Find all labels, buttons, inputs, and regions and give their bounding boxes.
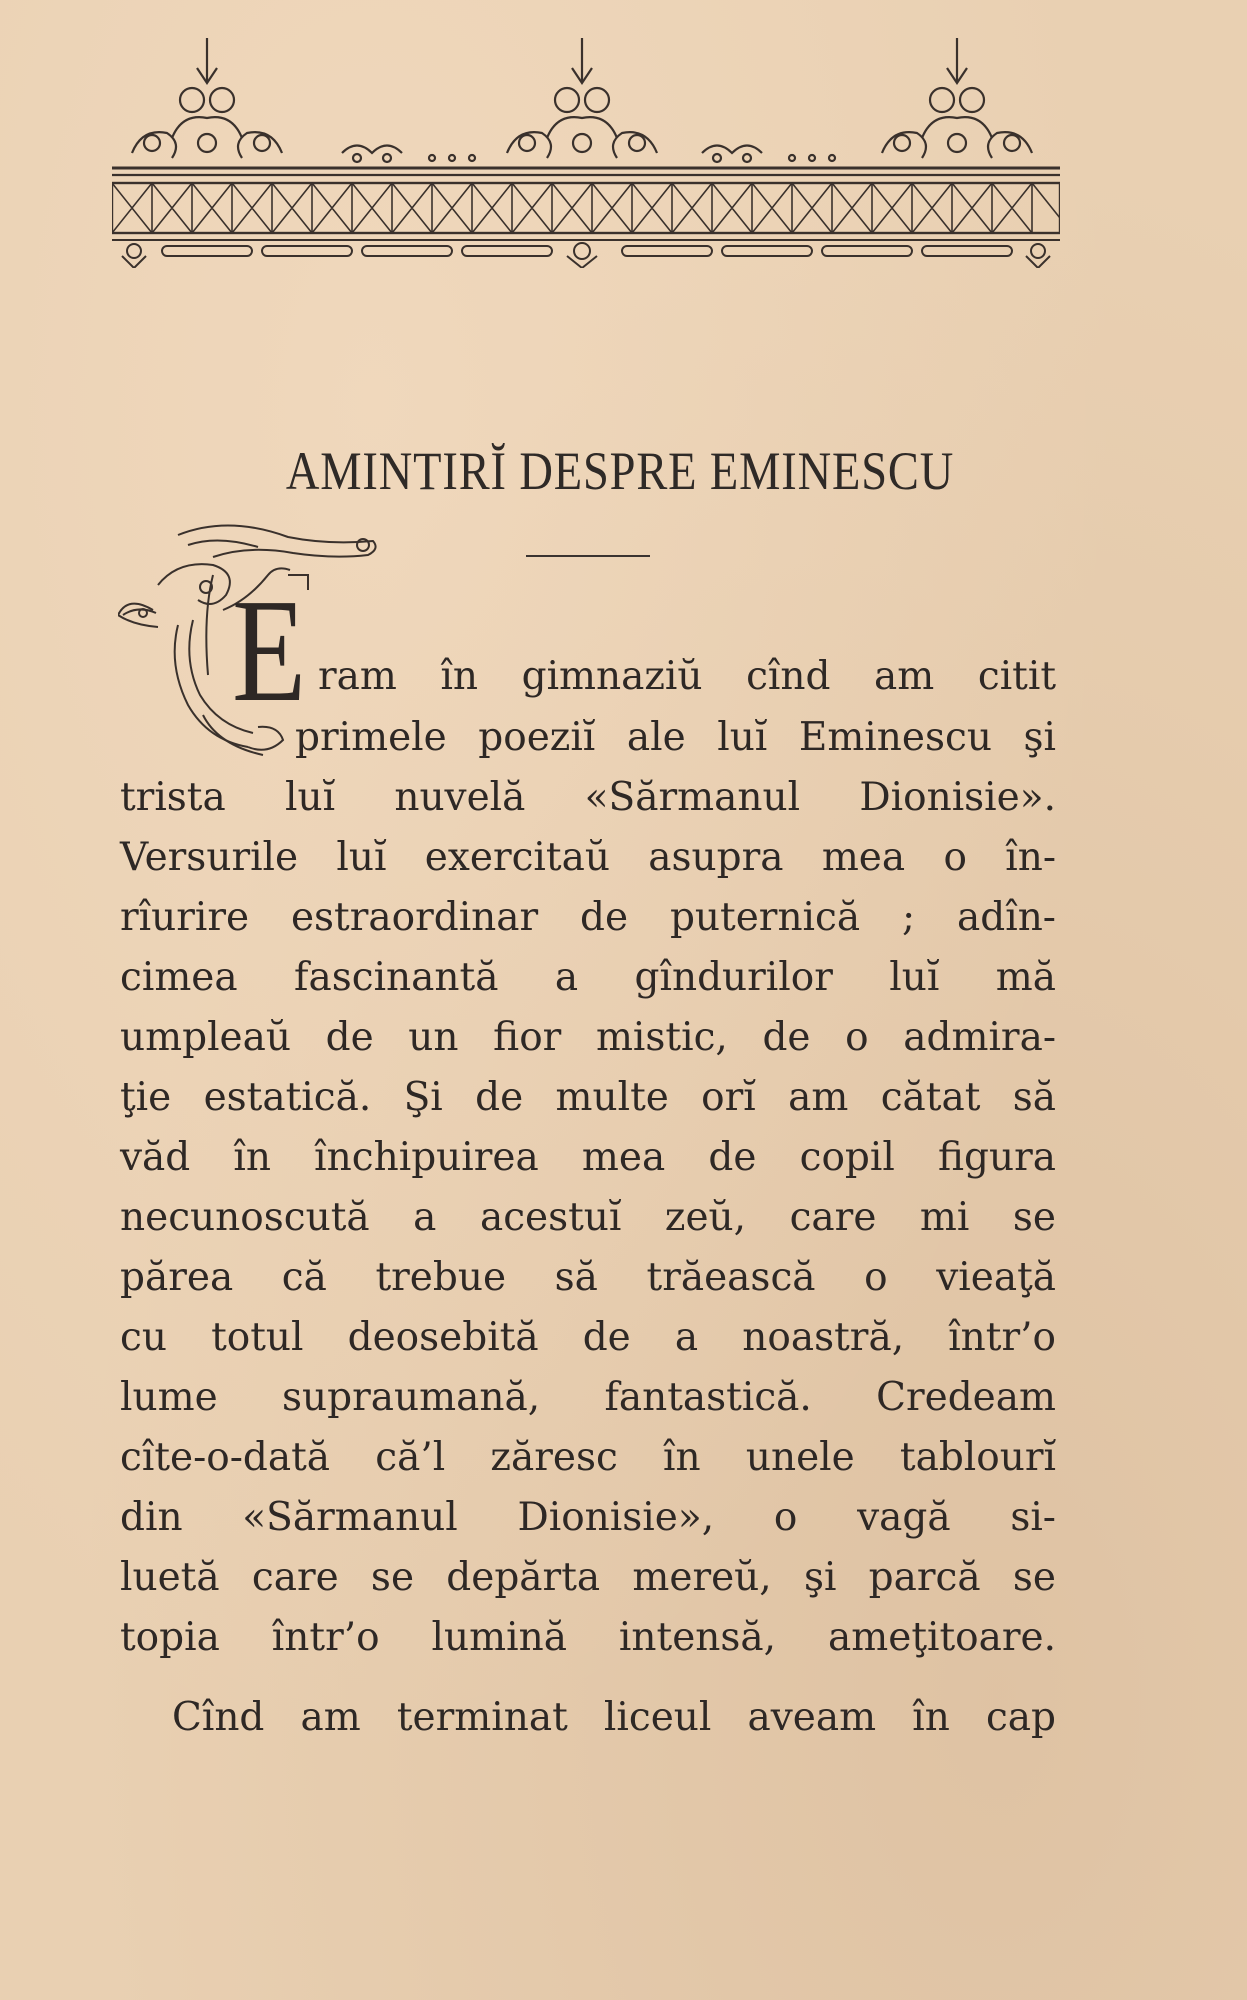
text-line: părea că trebue să trăească o vieaţă [120,1255,1056,1300]
finial-center [507,38,657,158]
text-line: primele poeziĭ ale luĭ Eminescu şi [295,715,1056,760]
text-line: necunoscută a acestuĭ zeŭ, care mi se [120,1195,1056,1240]
text-line: rîurire estraordinar de puternică ; adîn- [120,895,1056,940]
ornamental-headpiece [112,28,1060,268]
finial-left [132,38,282,158]
text-line: din «Sărmanul Dionisie», o vagă si- [120,1495,1056,1540]
chain-border [112,240,1060,268]
text-line: umpleaŭ de un fior mistic, de o admira- [120,1015,1056,1060]
text-line: trista luĭ nuvelă «Sărmanul Dionisie». [120,775,1056,820]
text-line: lume supraumană, fantastică. Credeam [120,1375,1056,1420]
text-line: cîte-o-dată că’l zăresc în unele tablourĭ [120,1435,1056,1480]
finial-right [882,38,1032,158]
lattice-band [112,183,1060,233]
text-line: ţie estatică. Şi de multe orĭ am cătat să [120,1075,1056,1120]
title-rule [526,555,650,557]
text-line: văd în închipuirea mea de copil figura [120,1135,1056,1180]
initial-letter: E [232,569,307,733]
text-line: cimea fascinantă a gîndurilor luĭ mă [120,955,1056,1000]
text-line: luetă care se depărta mereŭ, şi parcă se [120,1555,1056,1600]
text-line: Versurile luĭ exercitaŭ asupra mea o în- [120,835,1056,880]
chapter-title: AMINTIRĬ DESPRE EMINESCU [285,441,955,501]
text-line: Cînd am terminat liceul aveam în cap [172,1695,1056,1740]
text-line: cu totul deosebită de a noastră, într’o [120,1315,1056,1360]
text-line: topia într’o lumină intensă, ameţitoare. [120,1615,1056,1660]
text-line: ram în gimnaziŭ cînd am citit [318,654,1056,699]
